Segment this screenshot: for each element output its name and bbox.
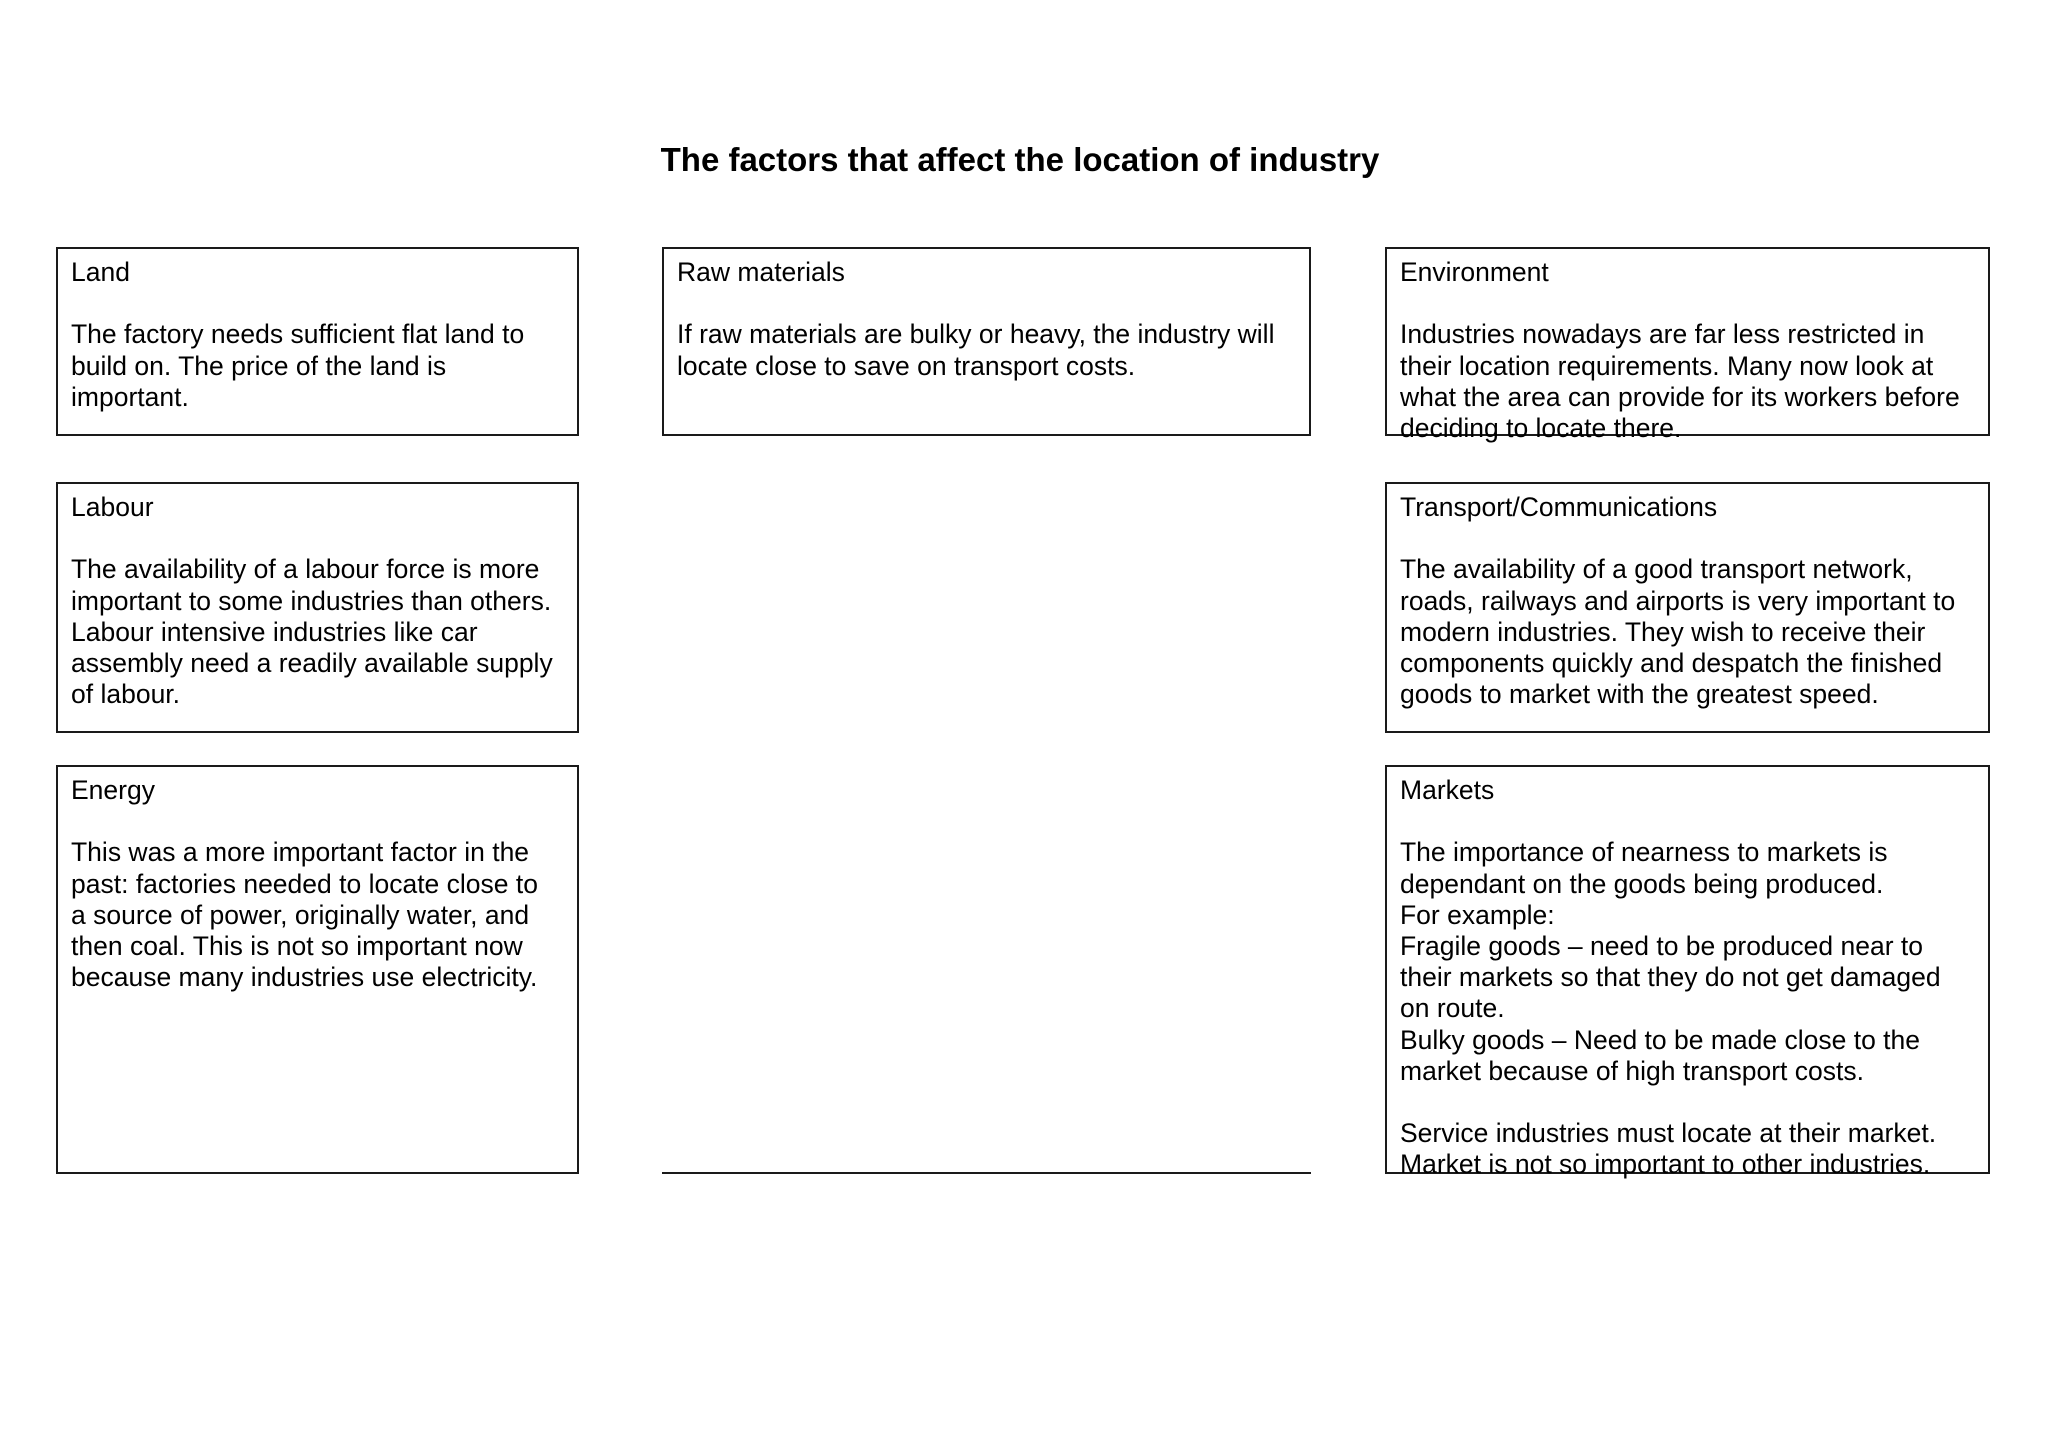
environment-text-line: Industries nowadays are far less restricted in [1400,319,1925,350]
raw-materials-box [662,247,1311,436]
markets-text-line: Service industries must locate at their market. [1400,1118,1937,1149]
labour-text-line: The availability of a labour force is more [71,554,540,585]
divider-line [662,1172,1311,1174]
markets-text-line: For example: [1400,899,1555,930]
markets-text-line: on route. [1400,993,1505,1024]
labour-text-line: Labour intensive industries like car [71,616,478,647]
markets-heading: Markets [1400,775,1495,805]
raw-materials-text-line: If raw materials are bulky or heavy, the industry will [677,319,1275,350]
transport-text-line: components quickly and despatch the finished [1400,648,1943,678]
spacer [1400,806,1976,837]
energy-text-line: then coal. This is not so important now [71,931,523,961]
labour-box [56,482,579,733]
markets-box [1385,765,1990,1180]
energy-text-line: because many industries use electricity. [71,962,538,993]
transport-box [1385,482,1990,733]
environment-text-line: their location requirements. Many now look at [1400,350,1934,381]
spacer [71,523,565,554]
energy-text-line: past: factories needed to locate close to [71,868,538,899]
markets-text-line: their markets so that they do not get damaged [1400,962,1941,993]
spacer [71,288,565,319]
energy-text-line: a source of power, originally water, and [71,899,530,930]
land-heading: Land [71,257,130,287]
labour-text-line: assembly need a readily available supply [71,648,553,678]
spacer [677,288,1297,319]
labour-heading: Labour [71,492,154,522]
environment-heading: Environment [1400,257,1549,287]
spacer [1400,1087,1976,1118]
labour-text-line: of labour. [71,679,181,710]
spacer [1400,523,1976,554]
spacer [71,806,565,837]
energy-text-line: This was a more important factor in the [71,837,530,868]
environment-text-line: what the area can provide for its workers before [1400,381,1960,412]
page-title: The factors that affect the location of industry [660,141,1380,178]
transport-text-line: goods to market with the greatest speed. [1400,679,1879,710]
markets-text-line: Market is not so important to other industries. [1400,1149,1931,1180]
transport-text-line: modern industries. They wish to receive their [1400,616,1926,647]
land-text-line: important. [71,381,189,412]
raw-materials-text-line: locate close to save on transport costs. [677,350,1136,381]
transport-text-line: The availability of a good transport network, [1400,554,1913,585]
spacer [1400,288,1976,319]
land-box [56,247,579,436]
land-text-line: The factory needs sufficient flat land to [71,319,525,350]
raw-materials-heading: Raw materials [677,257,845,287]
markets-text-line: Bulky goods – Need to be made close to the [1400,1024,1921,1055]
land-text-line: build on. The price of the land is [71,350,447,381]
energy-box [56,765,579,1174]
markets-text-line: market because of high transport costs. [1400,1055,1864,1086]
labour-text-line: important to some industries than others. [71,585,552,616]
environment-text-line: deciding to locate there. [1400,413,1682,443]
markets-text-line: Fragile goods – need to be produced near to [1400,931,1924,961]
markets-text-line: dependant on the goods being produced. [1400,868,1884,899]
markets-text-line: The importance of nearness to markets is [1400,837,1888,868]
environment-box [1385,247,1990,443]
transport-heading: Transport/Communications [1400,492,1718,522]
transport-text-line: roads, railways and airports is very important to [1400,585,1956,616]
energy-heading: Energy [71,775,155,805]
